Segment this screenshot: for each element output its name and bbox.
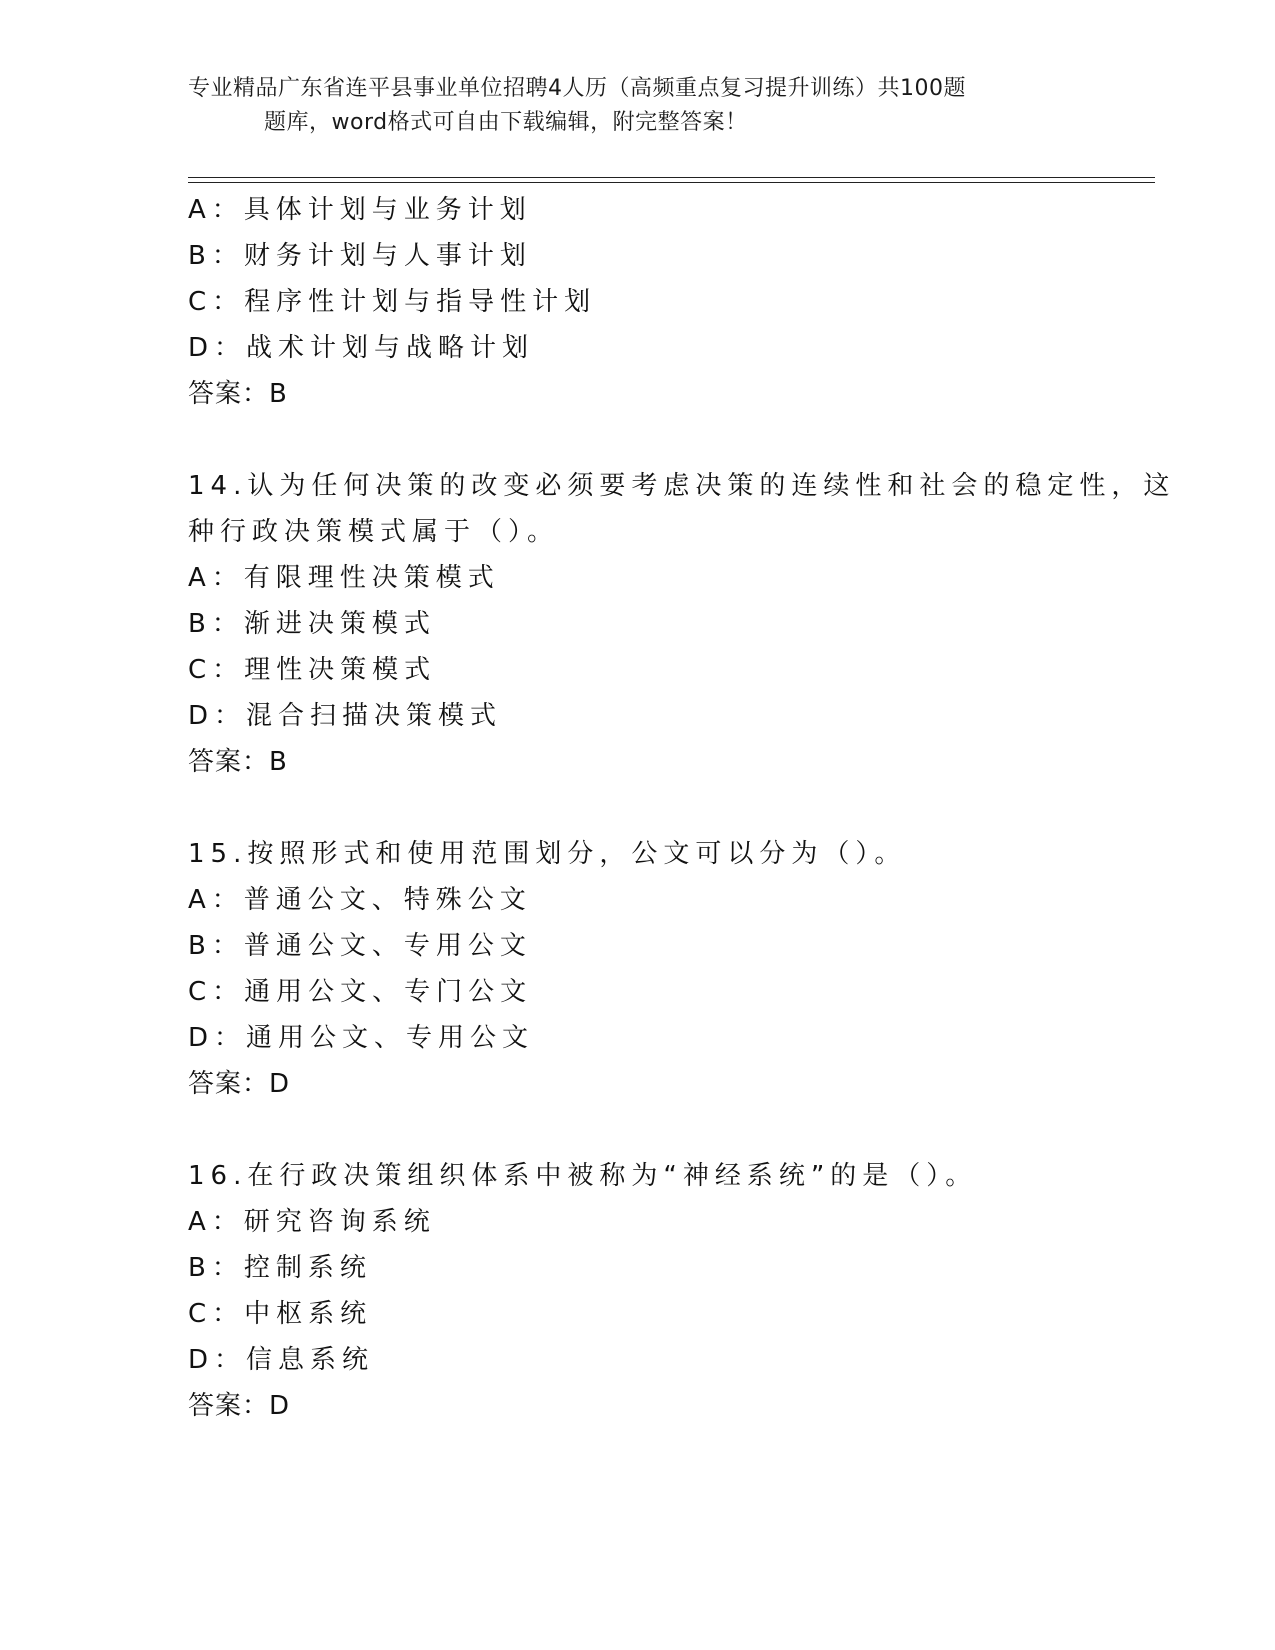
answer: 答案：D xyxy=(188,1391,291,1421)
option-b: B：普通公文、专用公文 xyxy=(188,931,532,961)
question-13 xyxy=(188,187,1088,417)
option-c: C：理性决策模式 xyxy=(188,655,437,685)
question-stem: 16.在行政决策组织体系中被称为“神经系统”的是（）。 xyxy=(188,1161,978,1191)
question-16 xyxy=(188,1153,1088,1429)
question-list xyxy=(188,187,1176,1429)
option-d: D：通用公文、专用公文 xyxy=(188,1023,535,1053)
spacer xyxy=(188,417,1088,463)
spacer xyxy=(188,1107,1088,1153)
option-a: A：有限理性决策模式 xyxy=(188,563,500,593)
option-c: C：通用公文、专门公文 xyxy=(188,977,533,1007)
header-rule-top xyxy=(188,177,1155,178)
document-header xyxy=(188,72,1088,140)
header-title-line1: 专业精品广东省连平县事业单位招聘4人历（高频重点复习提升训练）共100题 xyxy=(188,76,966,101)
question-stem-continued: 种行政决策模式属于（）。 xyxy=(188,517,560,547)
option-d: D：混合扫描决策模式 xyxy=(188,701,503,731)
header-rule-bottom xyxy=(188,182,1155,183)
option-a: A：研究咨询系统 xyxy=(188,1207,436,1237)
question-stem: 14.认为任何决策的改变必须要考虑决策的连续性和社会的稳定性，这 xyxy=(188,471,1176,501)
header-title-line2: 题库，word格式可自由下载编辑，附完整答案！ xyxy=(264,110,748,135)
option-b: B：渐进决策模式 xyxy=(188,609,436,639)
option-a: A：具体计划与业务计划 xyxy=(188,195,532,225)
option-b: B：财务计划与人事计划 xyxy=(188,241,532,271)
question-14 xyxy=(188,463,1176,785)
question-15 xyxy=(188,831,1088,1107)
option-c: C：中枢系统 xyxy=(188,1299,373,1329)
option-b: B：控制系统 xyxy=(188,1253,372,1283)
option-d: D：战术计划与战略计划 xyxy=(188,333,535,363)
spacer xyxy=(188,785,1088,831)
option-a: A：普通公文、特殊公文 xyxy=(188,885,532,915)
answer: 答案：B xyxy=(188,747,288,777)
answer: 答案：D xyxy=(188,1069,291,1099)
answer: 答案：B xyxy=(188,379,288,409)
option-c: C：程序性计划与指导性计划 xyxy=(188,287,597,317)
option-d: D：信息系统 xyxy=(188,1345,375,1375)
question-stem: 15.按照形式和使用范围划分，公文可以分为（）。 xyxy=(188,839,907,869)
